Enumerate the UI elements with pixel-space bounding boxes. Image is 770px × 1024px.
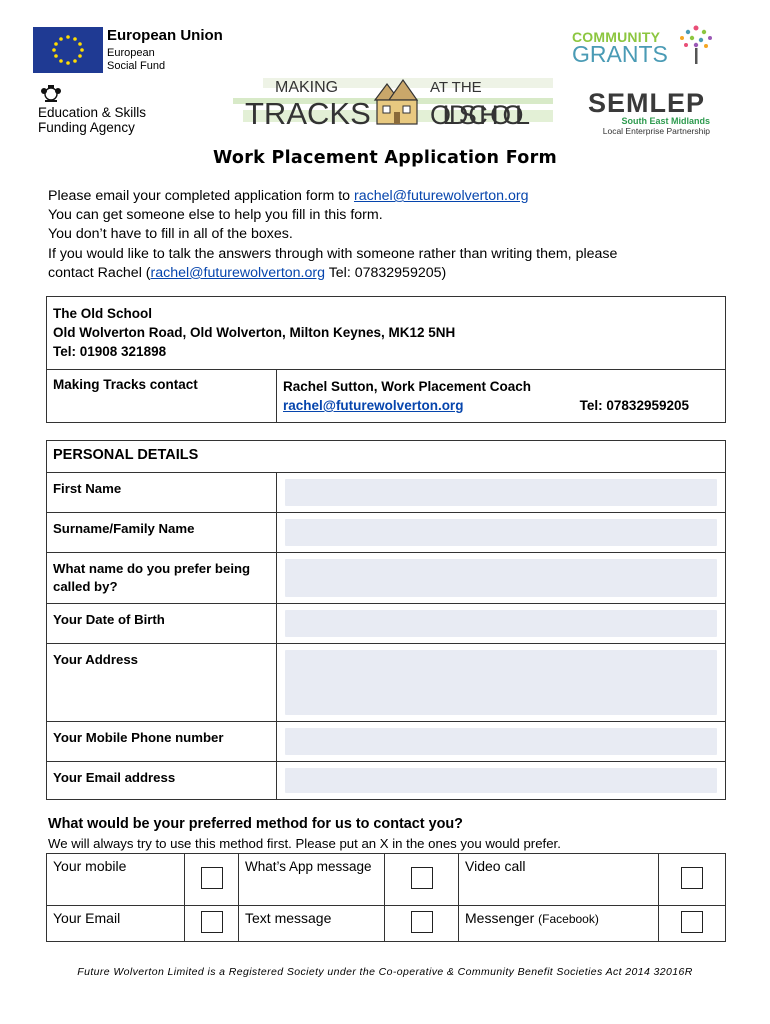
personal-details-heading: PERSONAL DETAILS [47, 441, 726, 473]
semlep-word: SEMLEP [588, 88, 706, 118]
option-messenger-cell [459, 906, 659, 942]
table-row [47, 513, 726, 553]
contact-name: Rachel Sutton, Work Placement Coach [283, 379, 532, 394]
intro-text [48, 187, 617, 283]
intro-line2: You can get someone else to help you fill in this form. [48, 207, 383, 224]
contact-email-link[interactable]: rachel@futurewolverton.org [283, 398, 464, 413]
personal-details-table [46, 440, 726, 800]
first-name-label: First Name [47, 473, 277, 513]
intro-line5-prefix: contact Rachel ( [48, 264, 151, 281]
semlep-line1: South East Midlands [621, 116, 710, 126]
contact-details-cell [277, 370, 726, 423]
eu-title: European Union [107, 27, 223, 44]
royal-crest-icon [40, 84, 62, 104]
first-name-field[interactable] [285, 479, 717, 506]
table-row [47, 762, 726, 800]
email-address-label: Your Email address [47, 762, 277, 800]
address-field[interactable] [285, 650, 717, 715]
intro-line3: You don’t have to fill in all of the boxes. [48, 226, 293, 243]
table-row [47, 604, 726, 644]
semlep-line2: Local Enterprise Partnership [602, 126, 710, 136]
option-video-checkbox[interactable] [681, 867, 703, 889]
cg-line1: COMMUNITY [572, 29, 661, 45]
mobile-phone-label: Your Mobile Phone number [47, 722, 277, 762]
intro-contact-email-link[interactable]: rachel@futurewolverton.org [150, 264, 326, 281]
email-address-field[interactable] [285, 768, 717, 793]
making-tracks-logo [233, 70, 553, 132]
esfa-line1: Education & Skills [38, 105, 147, 120]
preferred-name-label: What name do you prefer being called by? [47, 553, 277, 604]
option-messenger-checkbox[interactable] [681, 911, 703, 933]
intro-line4: If you would like to talk the answers through with someone rather than writing them, please [48, 245, 618, 262]
surname-field[interactable] [285, 519, 717, 546]
org-address: Old Wolverton Road, Old Wolverton, Milton Keynes, MK12 5NH [53, 325, 456, 340]
preference-heading: What would be your preferred method for us to contact you? [48, 816, 463, 832]
esfa-logo [38, 84, 228, 136]
option-text-checkbox[interactable] [411, 911, 433, 933]
contact-label: Making Tracks contact [47, 370, 277, 423]
mobile-phone-field[interactable] [285, 728, 717, 755]
option-whatsapp-label: What’s App message [239, 854, 385, 906]
table-row [47, 644, 726, 722]
date-of-birth-field[interactable] [285, 610, 717, 637]
form-title: Work Placement Application Form [212, 148, 558, 168]
option-messenger-label: Messenger [465, 910, 535, 926]
org-address-cell [47, 297, 726, 370]
option-video-label: Video call [459, 854, 659, 906]
option-messenger-note: (Facebook) [538, 912, 599, 926]
logo-old-school-text: OLD SCHOOL [430, 100, 530, 130]
option-mobile-checkbox[interactable] [201, 867, 223, 889]
logo-at-the-text: AT THE [430, 79, 482, 96]
surname-label: Surname/Family Name [47, 513, 277, 553]
address-label: Your Address [47, 644, 277, 722]
cg-line2: GRANTS [572, 41, 668, 67]
intro-line1: Please email your completed application form to [48, 188, 354, 204]
contact-table [46, 296, 726, 423]
semlep-logo [588, 88, 718, 138]
table-row [47, 553, 726, 604]
date-of-birth-label: Your Date of Birth [47, 604, 277, 644]
option-text-label: Text message [239, 906, 385, 942]
option-email-checkbox[interactable] [201, 911, 223, 933]
contact-tel: Tel: 07832959205 [579, 398, 689, 413]
intro-line5-suffix: Tel: 07832959205) [325, 264, 447, 281]
table-row [47, 473, 726, 513]
logo-tracks-text: TRACKS [245, 96, 371, 131]
eu-flag-icon [33, 27, 103, 73]
preferred-name-field[interactable] [285, 559, 717, 597]
preference-subtext: We will always try to use this method first. Please put an X in the ones you would prefer. [48, 836, 561, 851]
contact-preference-table [46, 853, 726, 942]
org-name: The Old School [53, 306, 153, 321]
tree-dots-icon [676, 24, 714, 66]
community-grants-logo [570, 24, 715, 68]
intro-email-link[interactable]: rachel@futurewolverton.org [353, 188, 529, 204]
table-row [47, 722, 726, 762]
footer-text: Future Wolverton Limited is a Registered Society under the Co-operative & Community Benefit Societies Act 2014 32016R [77, 966, 693, 978]
option-email-label: Your Email [47, 906, 185, 942]
esfa-line2: Funding Agency [38, 120, 135, 135]
eu-subtitle-line2: Social Fund [107, 60, 166, 72]
logo-making-text: MAKING [275, 79, 339, 96]
org-tel: Tel: 01908 321898 [53, 344, 167, 359]
option-mobile-label: Your mobile [47, 854, 185, 906]
eu-subtitle-line1: European [107, 47, 155, 59]
option-whatsapp-checkbox[interactable] [411, 867, 433, 889]
eu-logo [33, 27, 233, 77]
